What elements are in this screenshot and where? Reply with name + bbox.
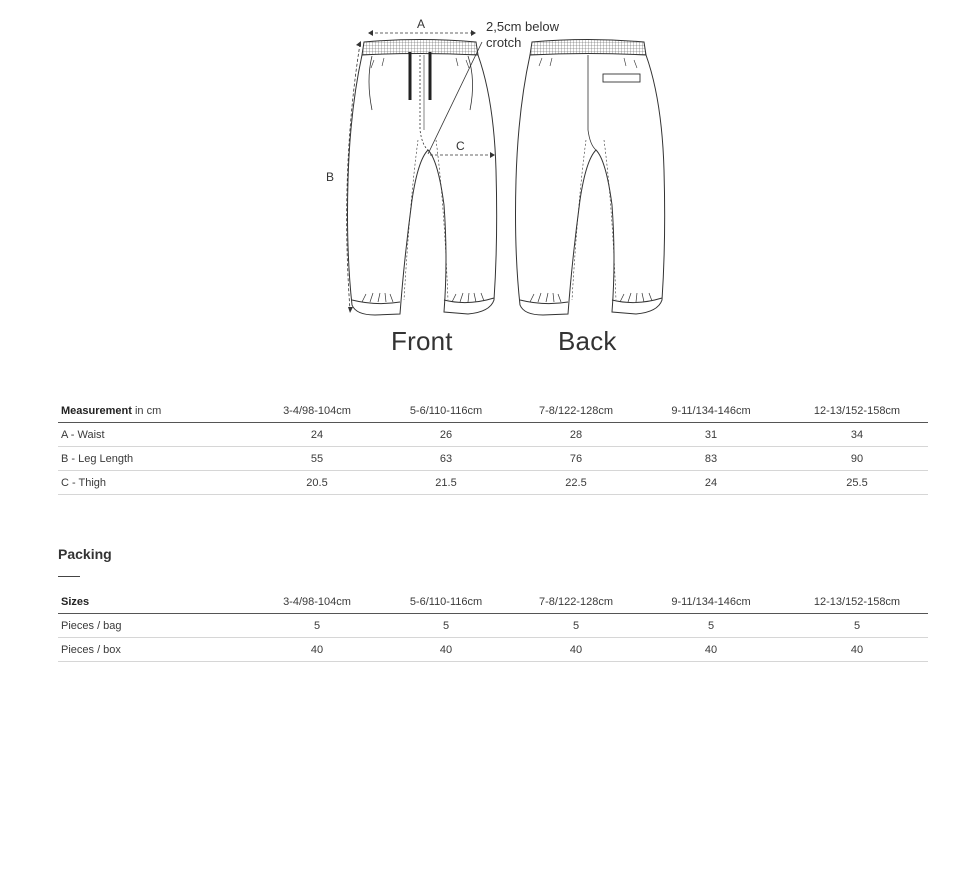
table-row <box>58 471 928 495</box>
row-label: Pieces / bag <box>58 614 258 638</box>
table-cell: 63 <box>376 447 516 471</box>
table-cell: 5 <box>376 614 516 638</box>
back-view-label: Back <box>558 326 617 356</box>
size-column-header: 12-13/152-158cm <box>786 399 928 423</box>
table-row <box>58 447 928 471</box>
size-column-header: 3-4/98-104cm <box>258 399 376 423</box>
table-cell: 90 <box>786 447 928 471</box>
measurement-table <box>58 399 928 495</box>
table-row <box>58 638 928 662</box>
size-column-header: 7-8/122-128cm <box>516 399 636 423</box>
table-cell: 55 <box>258 447 376 471</box>
dimension-c-label: C <box>456 139 465 153</box>
table-cell: 5 <box>516 614 636 638</box>
table-cell: 76 <box>516 447 636 471</box>
size-column-header: 9-11/134-146cm <box>636 399 786 423</box>
garment-technical-sketch <box>0 0 962 370</box>
table-cell: 24 <box>636 471 786 495</box>
packing-header-row <box>58 590 928 614</box>
table-cell: 40 <box>516 638 636 662</box>
row-label: C - Thigh <box>58 471 258 495</box>
table-cell: 31 <box>636 423 786 447</box>
annotation-line-2: crotch <box>486 35 522 50</box>
table-cell: 5 <box>786 614 928 638</box>
table-cell: 40 <box>258 638 376 662</box>
table-cell: 5 <box>258 614 376 638</box>
packing-title: Packing <box>58 546 112 562</box>
table-cell: 22.5 <box>516 471 636 495</box>
table-cell: 26 <box>376 423 516 447</box>
packing-table <box>58 590 928 662</box>
row-label: A - Waist <box>58 423 258 447</box>
table-cell: 40 <box>636 638 786 662</box>
front-view-label: Front <box>391 326 453 356</box>
size-column-header: 12-13/152-158cm <box>786 590 928 614</box>
size-column-header: 5-6/110-116cm <box>376 590 516 614</box>
table-cell: 20.5 <box>258 471 376 495</box>
packing-header-label: Sizes <box>61 595 90 608</box>
table-cell: 24 <box>258 423 376 447</box>
size-column-header: 9-11/134-146cm <box>636 590 786 614</box>
table-cell: 40 <box>786 638 928 662</box>
measurement-header-cell <box>58 399 258 423</box>
crotch-annotation <box>486 19 576 51</box>
annotation-leader-line <box>428 42 482 154</box>
annotation-line-1: 2,5cm below <box>486 19 559 34</box>
table-row <box>58 614 928 638</box>
table-cell: 40 <box>376 638 516 662</box>
row-label: B - Leg Length <box>58 447 258 471</box>
table-cell: 83 <box>636 447 786 471</box>
size-column-header: 7-8/122-128cm <box>516 590 636 614</box>
table-cell: 5 <box>636 614 786 638</box>
section-divider <box>58 576 80 577</box>
dimension-a-label: A <box>417 17 426 31</box>
measurement-header-row <box>58 399 928 423</box>
size-column-header: 3-4/98-104cm <box>258 590 376 614</box>
front-view-drawing <box>348 40 497 316</box>
table-cell: 21.5 <box>376 471 516 495</box>
size-column-header: 5-6/110-116cm <box>376 399 516 423</box>
measurement-header-bold: Measurement <box>61 404 132 417</box>
measurement-header-unit: in cm <box>131 404 162 417</box>
back-view-drawing <box>516 40 665 316</box>
row-label: Pieces / box <box>58 638 258 662</box>
dimension-b-label: B <box>326 170 335 184</box>
table-cell: 25.5 <box>786 471 928 495</box>
packing-header-cell <box>58 590 258 614</box>
table-row <box>58 423 928 447</box>
table-cell: 34 <box>786 423 928 447</box>
table-cell: 28 <box>516 423 636 447</box>
